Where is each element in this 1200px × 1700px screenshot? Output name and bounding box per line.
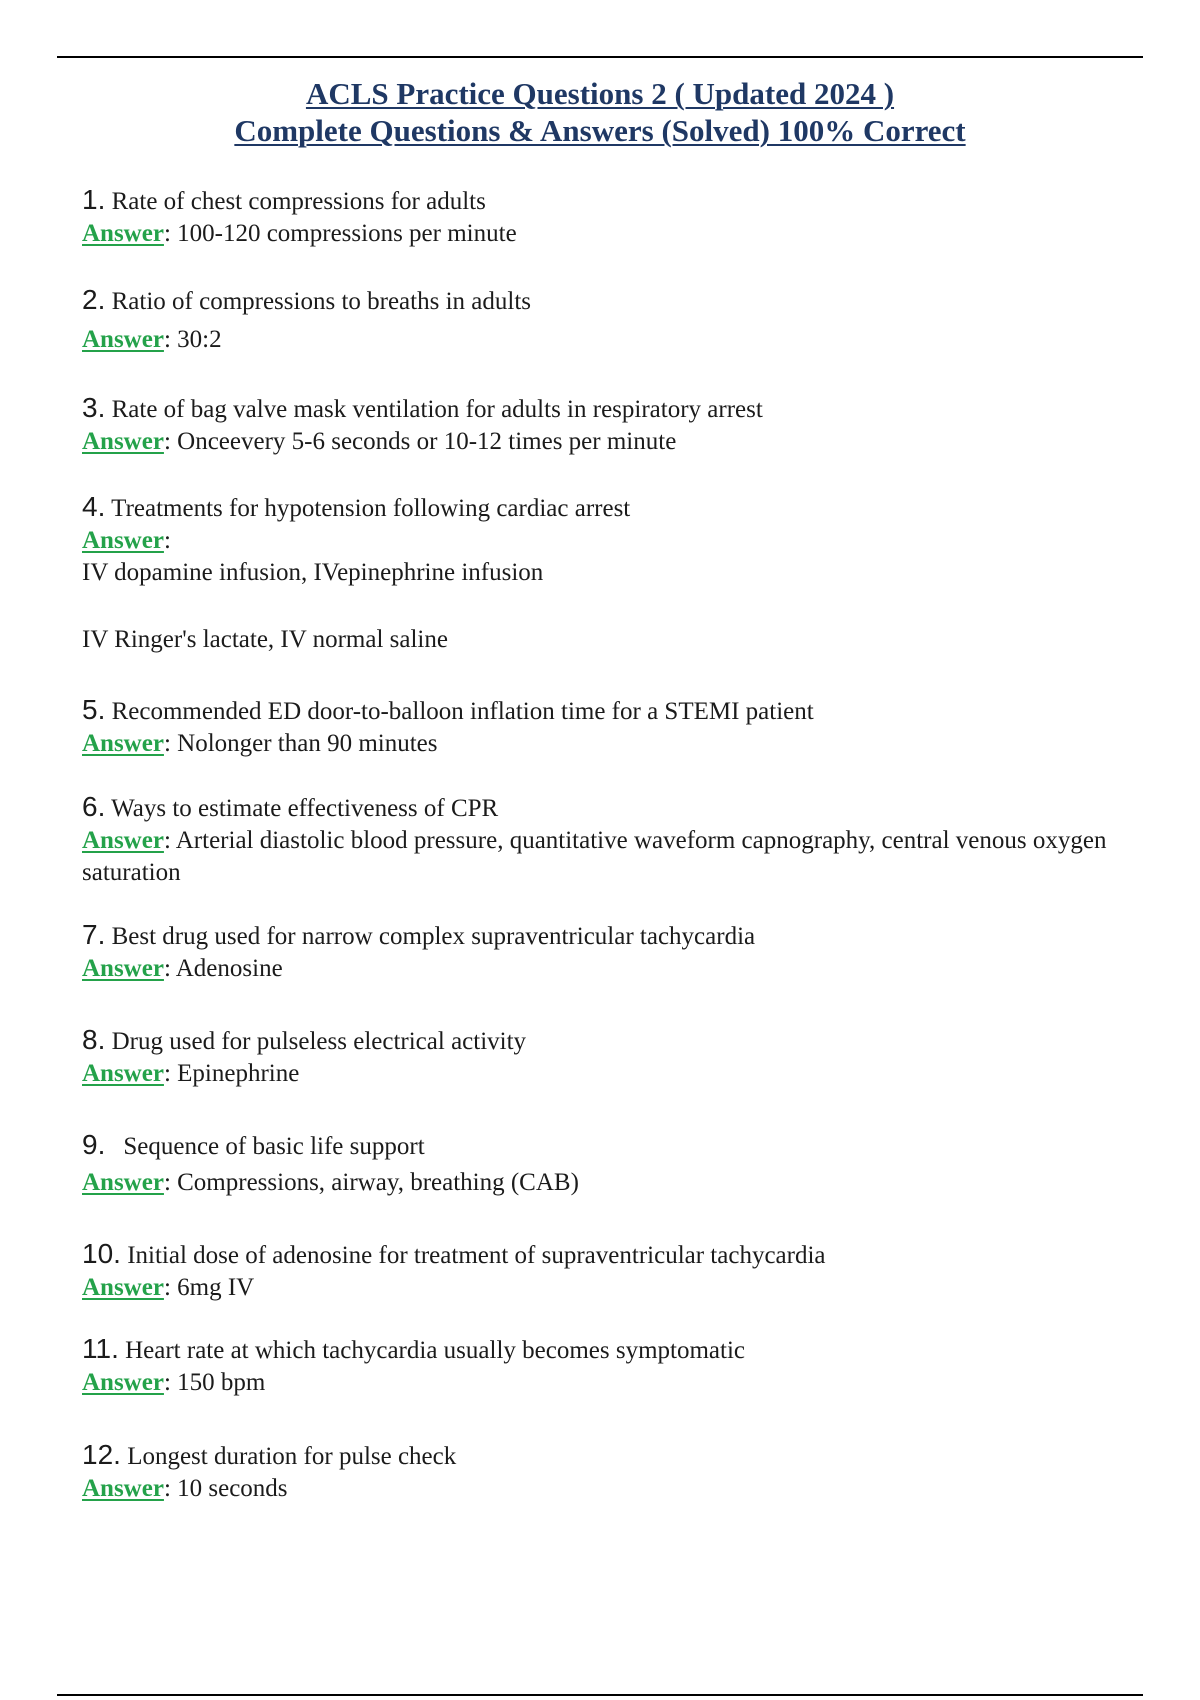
question-number: 9. <box>82 1129 106 1160</box>
answer-label: Answer <box>82 527 164 554</box>
qa-item <box>82 791 1162 889</box>
question-line <box>82 1024 1162 1058</box>
question-text: Ratio of compressions to breaths in adults <box>111 288 531 315</box>
answer-text: : Compressions, airway, breathing (CAB) <box>163 1169 579 1196</box>
answer-text: : Epinephrine <box>163 1060 300 1087</box>
bottom-rule <box>57 1694 1143 1696</box>
answer-text: : 6mg IV <box>163 1274 255 1301</box>
question-line <box>82 919 1162 953</box>
question-text: Heart rate at which tachycardia usually becomes symptomatic <box>125 1337 746 1364</box>
answer-label: Answer <box>82 326 164 353</box>
qa-item <box>82 392 1162 458</box>
answer-line <box>82 1058 1162 1090</box>
qa-item <box>82 491 1162 656</box>
answer-text: : 30:2 <box>163 326 222 353</box>
question-line <box>82 284 1162 318</box>
qa-item <box>82 919 1162 985</box>
answer-text: : 150 bpm <box>163 1369 266 1396</box>
qa-item <box>82 184 1162 250</box>
question-text: Longest duration for pulse check <box>127 1443 457 1470</box>
answer-line <box>82 1272 1162 1304</box>
qa-item <box>82 1439 1162 1505</box>
question-text: Rate of bag valve mask ventilation for adults in respiratory arrest <box>111 396 763 423</box>
answer-text-line3: IV Ringer's lactate, IV normal saline <box>82 626 448 653</box>
question-number: 12. <box>82 1439 121 1470</box>
document-header <box>0 75 1200 149</box>
answer-label: Answer <box>82 1475 164 1502</box>
answer-label: Answer <box>82 220 164 247</box>
question-number: 5. <box>82 694 106 725</box>
answer-label: Answer <box>82 1169 164 1196</box>
question-text: Recommended ED door-to-balloon inflation time for a STEMI patient <box>111 698 814 725</box>
qa-item <box>82 1238 1162 1304</box>
answer-text: : 100-120 compressions per minute <box>163 220 517 247</box>
answer-line <box>82 218 1162 250</box>
answer-line <box>82 953 1162 985</box>
answer-label: Answer <box>82 730 164 757</box>
top-rule <box>57 56 1143 58</box>
question-number: 4. <box>82 491 106 522</box>
answer-text: : Adenosine <box>163 955 283 982</box>
question-line <box>82 791 1162 825</box>
question-line <box>82 491 1162 525</box>
question-number: 2. <box>82 284 106 315</box>
question-line <box>82 1333 1162 1367</box>
answer-text: : Nolonger than 90 minutes <box>163 730 438 757</box>
answer-label: Answer <box>82 1274 164 1301</box>
question-number: 6. <box>82 791 106 822</box>
question-number: 10. <box>82 1238 121 1269</box>
answer-line <box>82 825 1162 889</box>
question-line <box>82 1439 1162 1473</box>
question-text: Best drug used for narrow complex supraventricular tachycardia <box>111 923 756 950</box>
question-line <box>82 184 1162 218</box>
qa-item <box>82 694 1162 760</box>
answer-line <box>82 1473 1162 1505</box>
answer-label: Answer <box>82 827 164 854</box>
page-title-line1: ACLS Practice Questions 2 ( Updated 2024 ) <box>305 76 895 111</box>
answer-line <box>82 1167 1162 1199</box>
answer-label: Answer <box>82 955 164 982</box>
question-text: Sequence of basic life support <box>123 1133 425 1160</box>
question-number: 1. <box>82 184 106 215</box>
answer-text: : Arterial diastolic blood pressure, quantitative waveform capnography, central venous oxygen saturation <box>82 827 1107 886</box>
qa-item <box>82 1129 1162 1199</box>
answer-text: : <box>163 527 171 554</box>
answer-line <box>82 324 1162 356</box>
question-text: Ways to estimate effectiveness of CPR <box>111 795 499 822</box>
answer-line <box>82 728 1162 760</box>
answer-line <box>82 426 1162 458</box>
question-number: 3. <box>82 392 106 423</box>
answer-text: : Onceevery 5-6 seconds or 10-12 times per minute <box>163 428 677 455</box>
qa-item <box>82 1333 1162 1399</box>
answer-text-line2: IV dopamine infusion, IVepinephrine infusion <box>82 559 544 586</box>
answer-line <box>82 1367 1162 1399</box>
question-line <box>82 1238 1162 1272</box>
question-line <box>82 1129 1162 1163</box>
answer-line <box>82 525 1162 557</box>
question-text: Treatments for hypotension following cardiac arrest <box>111 495 631 522</box>
qa-item <box>82 1024 1162 1090</box>
question-number: 11. <box>82 1333 119 1364</box>
answer-text: : 10 seconds <box>163 1475 288 1502</box>
answer-label: Answer <box>82 428 164 455</box>
question-line <box>82 694 1162 728</box>
question-text: Drug used for pulseless electrical activity <box>111 1028 527 1055</box>
question-number: 8. <box>82 1024 106 1055</box>
question-text: Rate of chest compressions for adults <box>111 188 486 215</box>
question-line <box>82 392 1162 426</box>
page-title-line2: Complete Questions & Answers (Solved) 100% Correct <box>234 113 966 148</box>
answer-label: Answer <box>82 1060 164 1087</box>
question-text: Initial dose of adenosine for treatment of supraventricular tachycardia <box>127 1242 826 1269</box>
answer-label: Answer <box>82 1369 164 1396</box>
question-number: 7. <box>82 919 106 950</box>
qa-item <box>82 284 1162 356</box>
